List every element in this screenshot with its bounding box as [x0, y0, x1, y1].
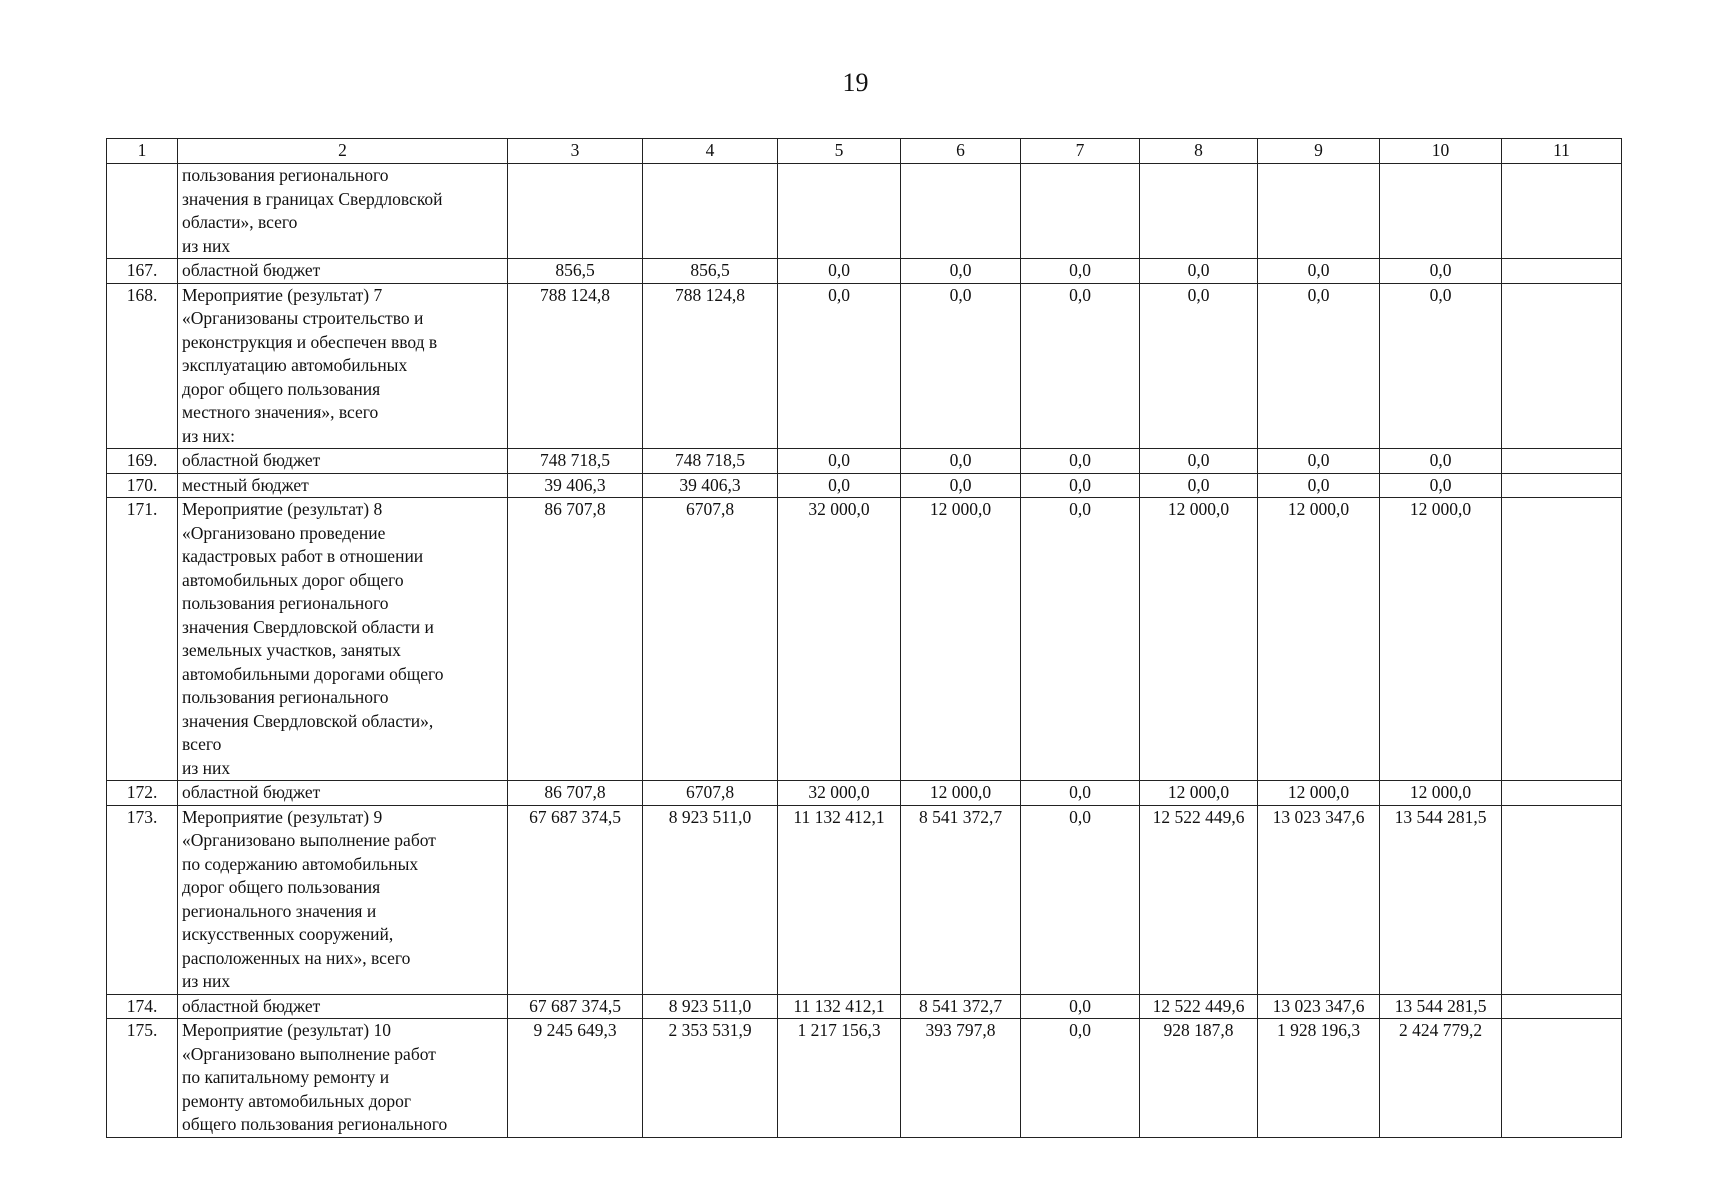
description-line: кадастровых работ в отношении — [182, 546, 424, 566]
value-cell — [1502, 473, 1622, 498]
table-row — [107, 781, 1622, 806]
description-line: автомобильных дорог общего — [182, 569, 404, 590]
description-line: «Организовано выполнение работ — [182, 1043, 436, 1064]
description-line: пользования регионального — [182, 687, 389, 707]
value-cell — [1502, 449, 1622, 474]
table-row — [107, 1019, 1622, 1138]
description-line: «Организованы строительство и — [182, 308, 424, 328]
description-line: из них — [182, 235, 231, 256]
description-line: значения Свердловской области», — [182, 710, 434, 731]
value-cell: 0,0 — [1021, 781, 1140, 806]
column-header: 2 — [178, 139, 508, 164]
value-cell: 0,0 — [1021, 283, 1140, 449]
description-line: всего — [182, 734, 222, 754]
value-cell: 13 023 347,6 — [1258, 994, 1380, 1019]
description-line: местного значения», всего — [182, 402, 379, 422]
value-cell: 12 000,0 — [1258, 781, 1380, 806]
table-row — [107, 994, 1622, 1019]
value-cell: 0,0 — [778, 283, 901, 449]
value-cell — [1502, 781, 1622, 806]
row-description — [178, 473, 508, 498]
description-line: «Организовано выполнение работ — [182, 830, 436, 850]
value-cell: 32 000,0 — [778, 781, 901, 806]
value-cell — [1502, 498, 1622, 781]
description-line: по капитальному ремонту и — [182, 1067, 390, 1087]
value-cell: 8 923 511,0 — [643, 805, 778, 994]
value-cell: 0,0 — [1140, 449, 1258, 474]
description-line: из них — [182, 971, 231, 991]
value-cell: 0,0 — [1380, 473, 1502, 498]
value-cell: 12 522 449,6 — [1140, 805, 1258, 994]
value-cell: 86 707,8 — [508, 781, 643, 806]
value-cell — [901, 164, 1021, 259]
value-cell: 928 187,8 — [1140, 1019, 1258, 1138]
row-number — [107, 164, 178, 259]
value-cell: 0,0 — [1258, 449, 1380, 474]
value-cell: 13 544 281,5 — [1380, 805, 1502, 994]
value-cell: 12 000,0 — [1140, 498, 1258, 781]
description-line: общего пользования регионального — [182, 1114, 448, 1134]
value-cell: 2 424 779,2 — [1380, 1019, 1502, 1138]
description-line: «Организовано проведение — [182, 522, 386, 543]
value-cell: 0,0 — [1258, 283, 1380, 449]
table-body — [107, 164, 1622, 1138]
description-line: дорог общего пользования — [182, 877, 381, 897]
value-cell: 0,0 — [1140, 283, 1258, 449]
value-cell: 12 000,0 — [901, 498, 1021, 781]
value-cell: 1 217 156,3 — [778, 1019, 901, 1138]
table-row — [107, 283, 1622, 449]
value-cell — [1502, 259, 1622, 284]
description-line: расположенных на них», всего — [182, 947, 411, 968]
description-line: Мероприятие (результат) 7 — [182, 284, 383, 305]
table-row — [107, 473, 1622, 498]
row-description — [178, 283, 508, 449]
value-cell — [1140, 164, 1258, 259]
value-cell: 67 687 374,5 — [508, 805, 643, 994]
value-cell: 0,0 — [1021, 449, 1140, 474]
value-cell: 12 522 449,6 — [1140, 994, 1258, 1019]
value-cell: 0,0 — [1021, 473, 1140, 498]
value-cell: 39 406,3 — [508, 473, 643, 498]
value-cell: 0,0 — [1140, 473, 1258, 498]
value-cell: 67 687 374,5 — [508, 994, 643, 1019]
table-row — [107, 449, 1622, 474]
value-cell: 6707,8 — [643, 498, 778, 781]
value-cell: 0,0 — [1021, 259, 1140, 284]
value-cell: 0,0 — [1380, 259, 1502, 284]
row-description — [178, 449, 508, 474]
table-row — [107, 498, 1622, 781]
row-number: 173. — [107, 805, 178, 994]
value-cell: 0,0 — [1021, 805, 1140, 994]
row-number: 171. — [107, 498, 178, 781]
value-cell — [1502, 805, 1622, 994]
column-header: 10 — [1380, 139, 1502, 164]
page-number: 19 — [842, 68, 869, 97]
column-header: 11 — [1502, 139, 1622, 164]
description-line: областной бюджет — [182, 260, 321, 280]
description-line: из них — [182, 757, 231, 778]
column-header: 9 — [1258, 139, 1380, 164]
value-cell: 788 124,8 — [508, 283, 643, 449]
value-cell: 2 353 531,9 — [643, 1019, 778, 1138]
value-cell: 393 797,8 — [901, 1019, 1021, 1138]
value-cell: 0,0 — [778, 449, 901, 474]
description-line: области», всего — [182, 212, 298, 232]
value-cell — [508, 164, 643, 259]
value-cell: 12 000,0 — [1380, 498, 1502, 781]
value-cell — [1502, 164, 1622, 259]
value-cell — [1258, 164, 1380, 259]
row-number: 174. — [107, 994, 178, 1019]
column-header: 5 — [778, 139, 901, 164]
value-cell: 8 923 511,0 — [643, 994, 778, 1019]
description-line: пользования регионального — [182, 593, 389, 613]
row-description — [178, 498, 508, 781]
description-line: Мероприятие (результат) 9 — [182, 806, 383, 827]
row-description — [178, 164, 508, 259]
row-number: 167. — [107, 259, 178, 284]
table-row — [107, 259, 1622, 284]
value-cell: 748 718,5 — [643, 449, 778, 474]
value-cell: 6707,8 — [643, 781, 778, 806]
description-line: областной бюджет — [182, 782, 321, 802]
description-line: значения в границах Свердловской — [182, 188, 443, 209]
value-cell: 12 000,0 — [901, 781, 1021, 806]
table-row — [107, 805, 1622, 994]
description-line: по содержанию автомобильных — [182, 853, 419, 874]
description-line: областной бюджет — [182, 450, 321, 470]
column-header: 8 — [1140, 139, 1258, 164]
description-line: реконструкция и обеспечен ввод в — [182, 331, 438, 352]
value-cell: 8 541 372,7 — [901, 805, 1021, 994]
value-cell: 8 541 372,7 — [901, 994, 1021, 1019]
description-line: местный бюджет — [182, 474, 309, 495]
value-cell: 0,0 — [901, 283, 1021, 449]
value-cell: 856,5 — [508, 259, 643, 284]
row-description — [178, 259, 508, 284]
value-cell: 0,0 — [778, 473, 901, 498]
value-cell: 0,0 — [901, 449, 1021, 474]
description-line: значения Свердловской области и — [182, 616, 434, 637]
value-cell: 39 406,3 — [643, 473, 778, 498]
row-number: 168. — [107, 283, 178, 449]
value-cell: 788 124,8 — [643, 283, 778, 449]
row-description — [178, 781, 508, 806]
value-cell: 13 023 347,6 — [1258, 805, 1380, 994]
column-header-row — [107, 139, 1622, 164]
value-cell: 0,0 — [1380, 449, 1502, 474]
value-cell: 0,0 — [901, 259, 1021, 284]
value-cell — [1502, 1019, 1622, 1138]
value-cell: 0,0 — [1258, 259, 1380, 284]
description-line: искусственных сооружений, — [182, 924, 394, 944]
row-number: 172. — [107, 781, 178, 806]
description-line: автомобильными дорогами общего — [182, 663, 444, 684]
value-cell: 11 132 412,1 — [778, 994, 901, 1019]
value-cell: 12 000,0 — [1140, 781, 1258, 806]
value-cell: 0,0 — [778, 259, 901, 284]
value-cell: 32 000,0 — [778, 498, 901, 781]
row-number: 169. — [107, 449, 178, 474]
description-line: Мероприятие (результат) 10 — [182, 1020, 391, 1040]
description-line: Мероприятие (результат) 8 — [182, 499, 383, 519]
budget-table — [106, 138, 1622, 1138]
value-cell — [643, 164, 778, 259]
value-cell: 9 245 649,3 — [508, 1019, 643, 1138]
value-cell: 0,0 — [1258, 473, 1380, 498]
value-cell: 0,0 — [1021, 1019, 1140, 1138]
column-header: 1 — [107, 139, 178, 164]
value-cell — [778, 164, 901, 259]
value-cell: 0,0 — [1140, 259, 1258, 284]
value-cell: 0,0 — [1380, 283, 1502, 449]
description-line: земельных участков, занятых — [182, 640, 401, 660]
description-line: пользования регионального — [182, 165, 389, 185]
column-header: 3 — [508, 139, 643, 164]
value-cell — [1021, 164, 1140, 259]
value-cell: 856,5 — [643, 259, 778, 284]
description-line: областной бюджет — [182, 995, 321, 1016]
description-line: ремонту автомобильных дорог — [182, 1090, 412, 1111]
value-cell: 0,0 — [1021, 994, 1140, 1019]
value-cell: 11 132 412,1 — [778, 805, 901, 994]
description-line: дорог общего пользования — [182, 378, 381, 399]
column-header: 7 — [1021, 139, 1140, 164]
value-cell — [1502, 994, 1622, 1019]
value-cell: 12 000,0 — [1380, 781, 1502, 806]
description-line: эксплуатацию автомобильных — [182, 355, 408, 375]
value-cell: 0,0 — [901, 473, 1021, 498]
value-cell — [1380, 164, 1502, 259]
row-number: 175. — [107, 1019, 178, 1138]
value-cell: 748 718,5 — [508, 449, 643, 474]
row-description — [178, 1019, 508, 1138]
value-cell — [1502, 283, 1622, 449]
column-header: 4 — [643, 139, 778, 164]
value-cell: 1 928 196,3 — [1258, 1019, 1380, 1138]
row-description — [178, 994, 508, 1019]
value-cell: 0,0 — [1021, 498, 1140, 781]
row-description — [178, 805, 508, 994]
table-row — [107, 164, 1622, 259]
value-cell: 86 707,8 — [508, 498, 643, 781]
row-number: 170. — [107, 473, 178, 498]
description-line: регионального значения и — [182, 900, 377, 921]
description-line: из них: — [182, 425, 235, 446]
value-cell: 12 000,0 — [1258, 498, 1380, 781]
column-header: 6 — [901, 139, 1021, 164]
value-cell: 13 544 281,5 — [1380, 994, 1502, 1019]
